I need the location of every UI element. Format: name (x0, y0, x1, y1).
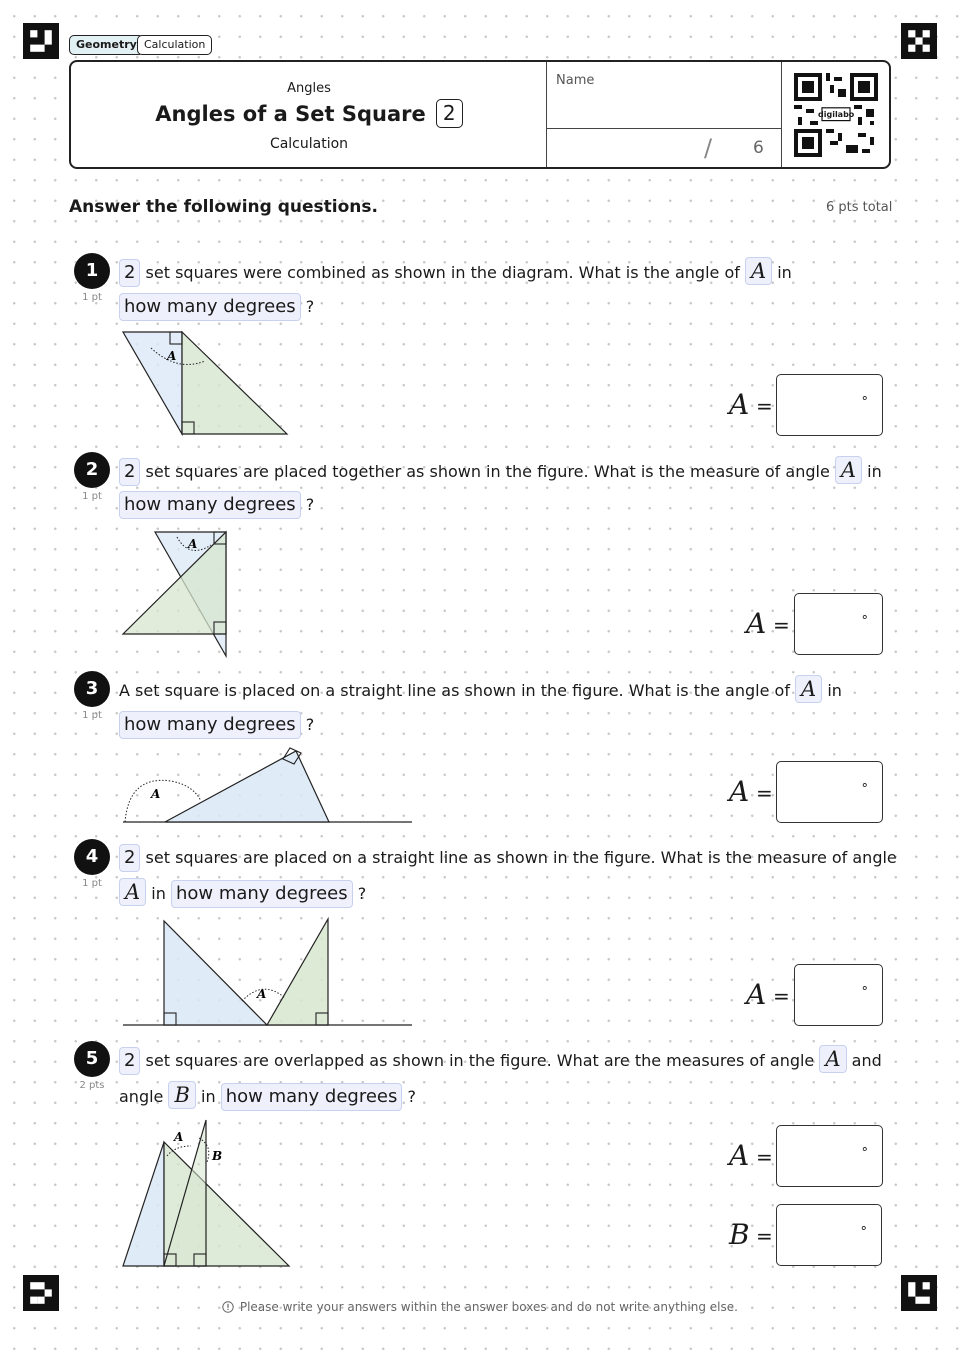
answer-box[interactable] (776, 761, 883, 823)
answer-equals: = (756, 1145, 773, 1169)
question-ask (119, 490, 314, 520)
question-number: 2 (74, 452, 110, 488)
ask-highlight: how many degrees (221, 1083, 403, 1111)
count-highlight: 2 (119, 458, 140, 486)
figure-q5 (115, 1116, 295, 1271)
tag-calculation: Calculation (137, 35, 212, 55)
count-highlight: 2 (119, 1047, 140, 1075)
variable-highlight: A (795, 675, 822, 703)
question-text-b: in (777, 263, 792, 282)
qr-code (781, 62, 889, 167)
figure-label-a: A (151, 787, 161, 801)
answer-box[interactable] (776, 1125, 883, 1187)
answer-label: A (729, 775, 750, 808)
degree-unit: ° (861, 395, 868, 410)
question-end: ? (357, 884, 367, 903)
question-end: ? (305, 297, 315, 316)
degree-unit: ° (861, 614, 868, 629)
answer-equals: = (756, 1224, 773, 1248)
question-text-b: and (851, 1051, 882, 1070)
variable-highlight: A (819, 1045, 846, 1073)
question-number: 1 (74, 253, 110, 289)
question-ask (119, 1081, 416, 1112)
question-ask (119, 878, 366, 909)
answer-equals: = (756, 781, 773, 805)
score-total: 6 (753, 138, 764, 158)
variable-highlight: A (835, 456, 862, 484)
figure-label-a: A (167, 349, 177, 363)
question-points: 1 pt (82, 878, 102, 889)
figure-q2 (115, 527, 240, 662)
answer-label: A (729, 1139, 750, 1172)
degree-unit: ° (861, 1146, 868, 1161)
question-text (119, 257, 792, 288)
degree-unit: ° (861, 985, 868, 1000)
name-label: Name (556, 73, 595, 88)
question-text-a: set squares are overlapped as shown in the figure. What are the measures of angle (145, 1051, 815, 1070)
total-points: 6 pts total (826, 200, 893, 215)
answer-box-b[interactable] (776, 1204, 882, 1266)
answer-label: A (746, 607, 767, 640)
worksheet-title-text: Angles of a Set Square (155, 102, 426, 126)
title-block (71, 62, 547, 167)
variable-highlight-b: B (168, 1081, 195, 1109)
answer-label-b: B (729, 1218, 750, 1251)
question-text-a: set squares are placed on a straight line as shown in the figure. What is the measure of angle (145, 848, 897, 867)
question-number: 5 (74, 1041, 110, 1077)
question-text (119, 843, 897, 873)
answer-box[interactable] (794, 964, 883, 1026)
answer-label: A (729, 388, 750, 421)
question-text-a: set squares are placed together as shown in the figure. What is the measure of angle (145, 462, 830, 481)
count-highlight: 2 (119, 844, 140, 872)
question-number: 3 (74, 671, 110, 707)
ask-highlight: how many degrees (119, 491, 301, 519)
question-text-b: in (827, 681, 842, 700)
question-text-d: in (201, 1087, 216, 1106)
tag-geometry: Geometry (69, 35, 144, 55)
question-end: ? (305, 495, 315, 514)
answer-box[interactable] (794, 593, 883, 655)
question-text (119, 456, 882, 487)
ask-highlight: how many degrees (171, 880, 353, 908)
score-field (546, 129, 782, 167)
worksheet-category: Calculation (269, 136, 349, 152)
answer-equals: = (773, 984, 790, 1008)
question-points: 2 pts (79, 1080, 105, 1091)
question-text-c: angle (119, 1087, 164, 1106)
answer-equals: = (756, 394, 773, 418)
question-text (119, 675, 842, 706)
figure-q3 (115, 745, 415, 827)
question-end: ? (407, 1087, 416, 1106)
answer-equals: = (773, 613, 790, 637)
instruction-text: Answer the following questions. (69, 197, 378, 217)
worksheet-header (69, 60, 891, 169)
degree-unit: ° (860, 1225, 867, 1240)
figure-label-a: A (188, 537, 198, 551)
corner-marker-top-right (901, 23, 937, 59)
name-field[interactable] (546, 62, 782, 129)
answer-label: A (746, 978, 767, 1011)
question-text-b: in (867, 462, 882, 481)
info-icon (222, 1301, 234, 1313)
variable-highlight: A (745, 257, 772, 285)
question-ask (119, 710, 314, 740)
score-slash: / (704, 134, 713, 162)
worksheet-subtitle: Angles (287, 81, 331, 96)
figure-q1 (115, 328, 295, 440)
figure-q4 (115, 913, 415, 1031)
count-highlight: 2 (119, 259, 140, 287)
answer-box[interactable] (776, 374, 883, 436)
figure-label-a: A (174, 1130, 184, 1144)
variable-highlight: A (119, 878, 146, 906)
corner-marker-top-left (23, 23, 59, 59)
figure-label-b: B (212, 1149, 223, 1163)
question-text-a: A set square is placed on a straight line as shown in the figure. What is the angle of (119, 681, 790, 700)
question-end: ? (305, 715, 315, 734)
question-points: 1 pt (82, 491, 102, 502)
question-points: 1 pt (82, 710, 102, 721)
question-text-b: in (151, 884, 166, 903)
question-number: 4 (74, 839, 110, 875)
footer-note (0, 1300, 960, 1314)
worksheet-number: 2 (436, 99, 463, 128)
ask-highlight: how many degrees (119, 293, 301, 321)
ask-highlight: how many degrees (119, 711, 301, 739)
figure-label-a: A (257, 987, 267, 1001)
qr-label: digilabo (818, 110, 855, 119)
degree-unit: ° (861, 782, 868, 797)
question-ask (119, 292, 314, 322)
question-points: 1 pt (82, 292, 102, 303)
worksheet-title (71, 99, 547, 128)
question-text-a: set squares were combined as shown in the diagram. What is the angle of (145, 263, 740, 282)
footer-text: Please write your answers within the answer boxes and do not write anything else. (239, 1300, 738, 1314)
question-text (119, 1045, 882, 1076)
